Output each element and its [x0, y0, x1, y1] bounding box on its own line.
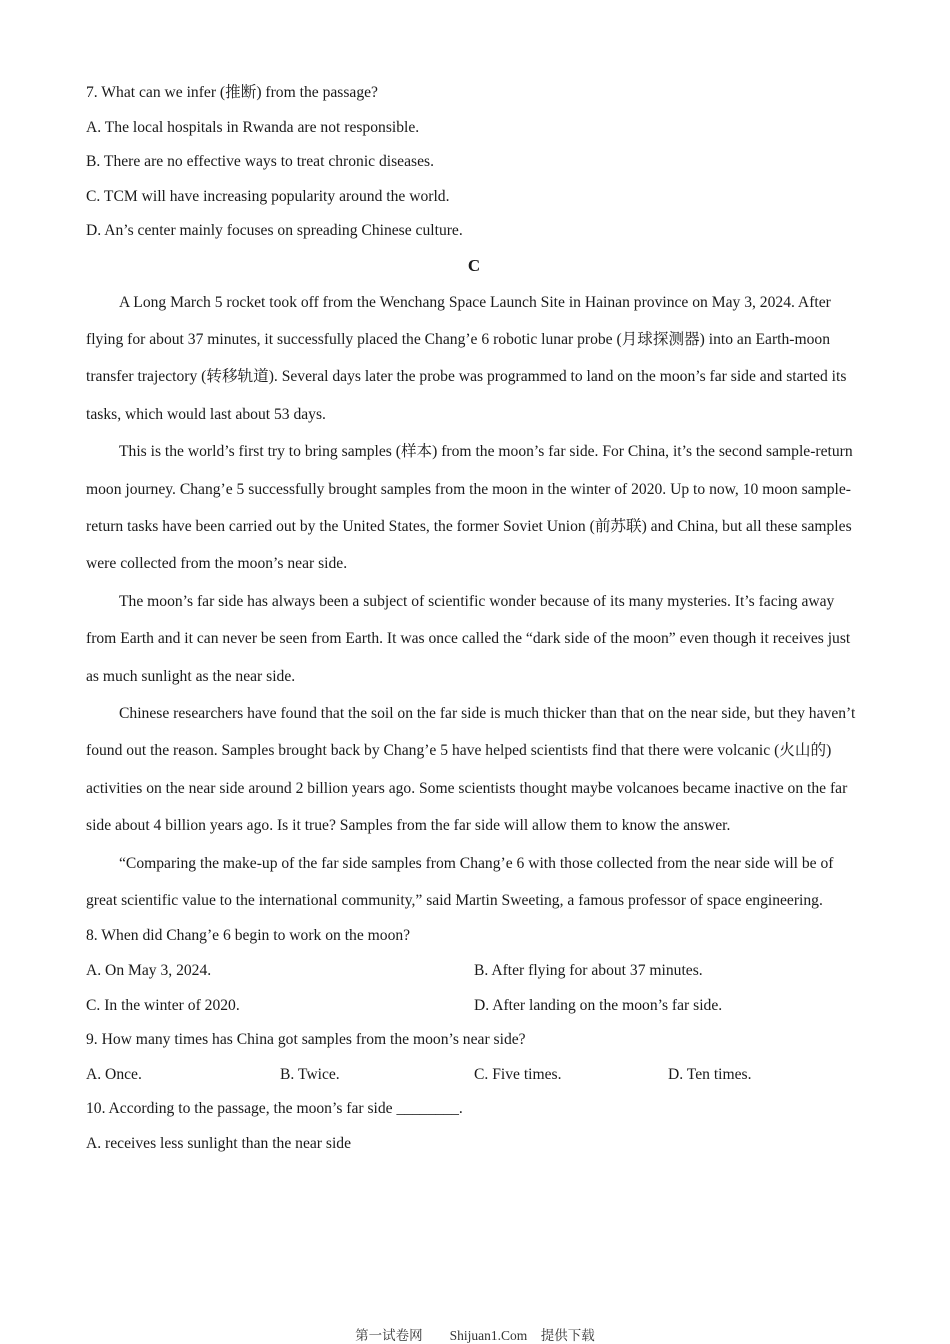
question-8-options-row-2	[86, 989, 862, 1024]
question-8-option-c: C. In the winter of 2020.	[86, 996, 240, 1014]
section-c-title: C	[467, 255, 481, 275]
question-7-option-b: B. There are no effective ways to treat chronic diseases.	[86, 153, 434, 171]
passage-paragraph: “Comparing the make-up of the far side samples from Chang’e 6 with those collected from the near side will be of great scientific value to the international community,” said Martin Sweeting, a famous professor of space engineering.	[86, 854, 834, 910]
question-8-text: 8. When did Chang’e 6 begin to work on the moon?	[86, 927, 411, 945]
question-7-option-d: D. An’s center mainly focuses on spreading Chinese culture.	[86, 222, 463, 240]
page-footer: 第一试卷网 Shijuan1.Com 提供下载	[355, 1328, 595, 1343]
question-7-option-c: C. TCM will have increasing popularity around the world.	[86, 187, 450, 205]
question-10-text: 10. According to the passage, the moon’s far side ________.	[86, 1100, 463, 1118]
question-8	[86, 919, 862, 1023]
question-9-option-d: D. Ten times.	[668, 1065, 752, 1083]
question-8-option-b: B. After flying for about 37 minutes.	[474, 962, 703, 980]
question-10-option-a: A. receives less sunlight than the near side	[86, 1135, 352, 1153]
passage-paragraph: This is the world’s first try to bring samples (样本) from the moon’s far side. For China, it’s the second sample-return moon journey. Chang’e 5 successfully brought samples from the moon in the winter of 2020. Up to now, 10 moon sample-return tasks have been carried out by the United States, the former Soviet Union (前苏联) and China, but all these samples were collected from the moon’s near side.	[86, 443, 853, 573]
question-10	[86, 1092, 862, 1161]
passage-paragraph: A Long March 5 rocket took off from the Wenchang Space Launch Site in Hainan province on May 3, 2024. After flying for about 37 minutes, it successfully placed the Chang’e 6 robotic lunar probe (月球探测器) into an Earth-moon transfer trajectory (转移轨道). Several days later the probe was programmed to land on the moon’s far side and started its tasks, which would last about 53 days.	[86, 293, 847, 423]
question-9-text: 9. How many times has China got samples from the moon’s near side?	[86, 1031, 526, 1049]
question-7	[86, 76, 862, 249]
question-8-options-row-1	[86, 954, 862, 989]
question-7-option-a: A. The local hospitals in Rwanda are not responsible.	[86, 118, 420, 136]
document-page	[86, 76, 862, 1162]
question-8-option-d: D. After landing on the moon’s far side.	[474, 996, 723, 1014]
question-7-text: 7. What can we infer (推断) from the passage?	[86, 84, 378, 101]
question-9-option-c: C. Five times.	[474, 1065, 562, 1083]
question-9-options-row	[86, 1058, 862, 1093]
question-9-option-a: A. Once.	[86, 1065, 142, 1083]
passage-paragraph: Chinese researchers have found that the soil on the far side is much thicker than that on the near side, but they haven’t found out the reason. Samples brought back by Chang’e 5 have helped scientists find that there were volcanic (火山的) activities on the near side around 2 billion years ago. Some scientists thought maybe volcanoes became inactive on the far side about 4 billion years ago. Is it true? Samples from the far side will allow them to know the answer.	[86, 705, 856, 835]
passage-paragraph: The moon’s far side has always been a subject of scientific wonder because of its many mysteries. It’s facing away from Earth and it can never be seen from Earth. It was once called the “dark side of the moon” even though it receives just as much sunlight as the near side.	[86, 592, 851, 685]
question-8-option-a: A. On May 3, 2024.	[86, 962, 212, 980]
question-9	[86, 1023, 862, 1092]
question-9-option-b: B. Twice.	[280, 1065, 340, 1083]
section-c-passage	[86, 284, 862, 920]
